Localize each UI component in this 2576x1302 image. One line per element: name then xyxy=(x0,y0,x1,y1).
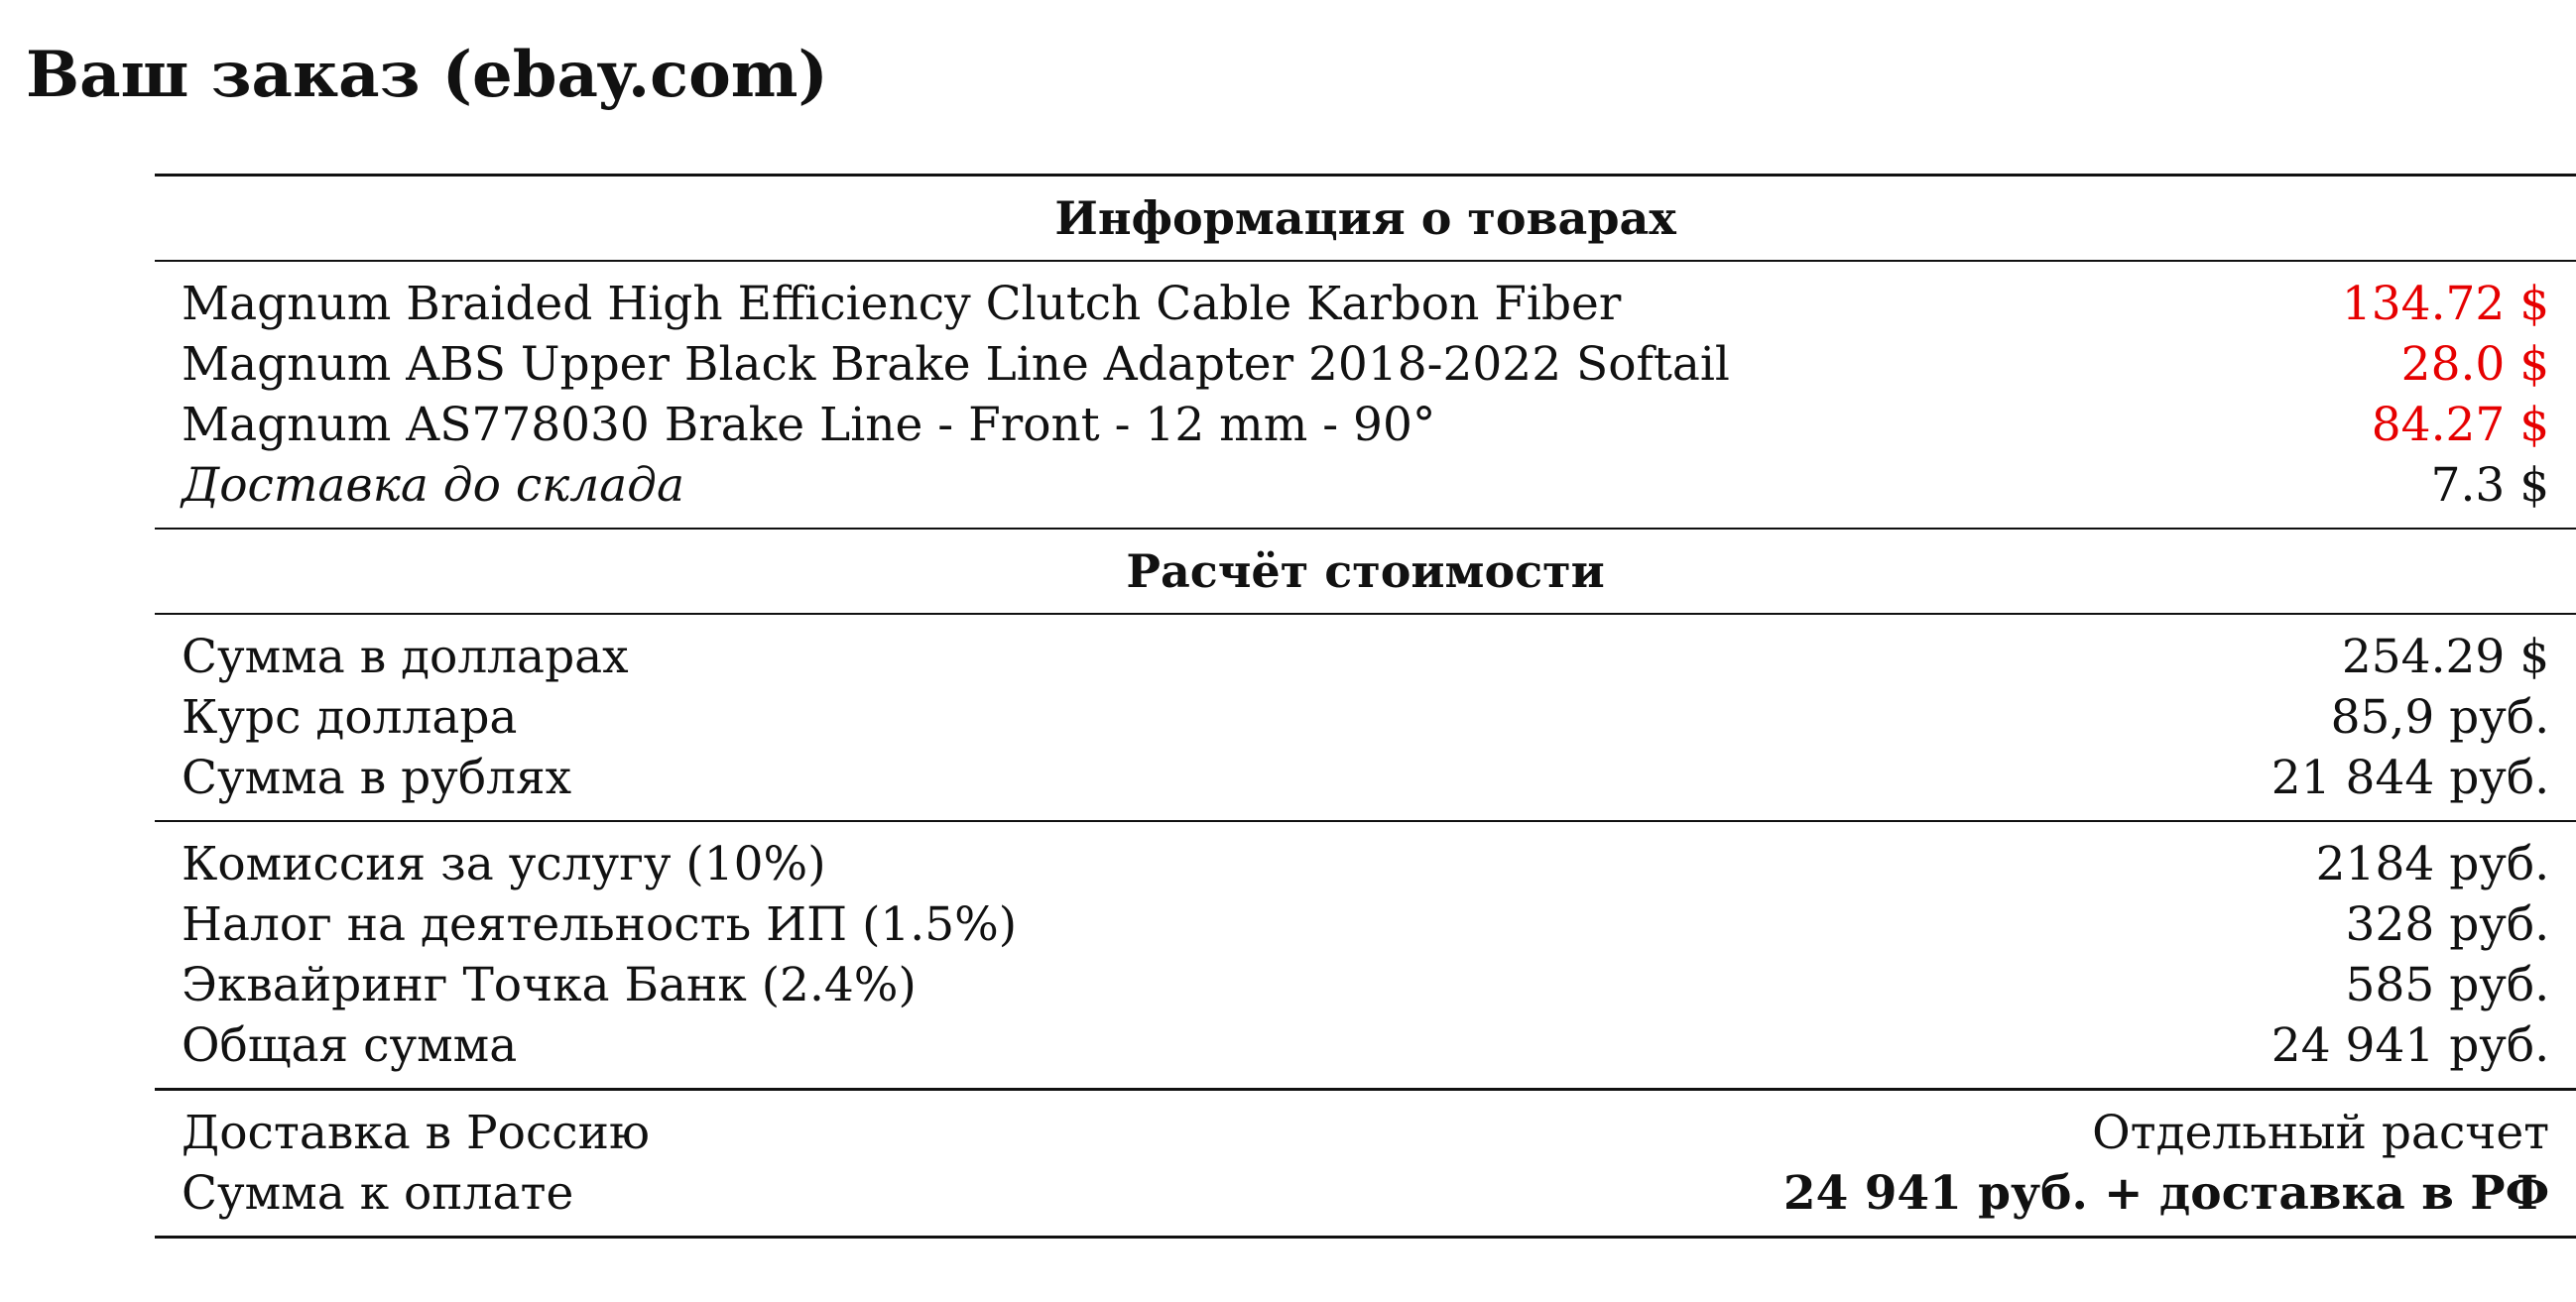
product-name: Magnum Braided High Efficiency Clutch Cable Karbon Fiber xyxy=(155,261,1757,334)
sum-usd-row xyxy=(155,614,2576,687)
total-value: 24 941 руб. xyxy=(2270,1018,2550,1073)
acquiring-row xyxy=(155,955,2576,1015)
rate-value: 85,9 руб. xyxy=(2330,690,2550,745)
shipping-to-warehouse-row xyxy=(155,455,2576,529)
to-pay-label: Сумма к оплате xyxy=(155,1163,1757,1238)
order-table xyxy=(155,174,2576,1239)
product-row xyxy=(155,395,2576,455)
product-name: Magnum ABS Upper Black Brake Line Adapter 2018-2022 Softail xyxy=(182,337,1730,392)
product-price: 134.72 $ xyxy=(1757,261,2576,334)
sum-rub-row xyxy=(155,748,2576,821)
sum-rub-value: 21 844 руб. xyxy=(2270,751,2550,805)
acquiring-value: 585 руб. xyxy=(2345,958,2550,1012)
to-pay-row xyxy=(155,1163,2576,1238)
product-row xyxy=(155,334,2576,395)
total-row xyxy=(155,1015,2576,1090)
shipping-to-warehouse-value: 7.3 $ xyxy=(2430,458,2550,513)
product-price: 84.27 $ xyxy=(2371,398,2550,452)
product-name: Magnum AS778030 Brake Line - Front - 12 mm - 90° xyxy=(182,398,1436,452)
page-title: Ваш заказ (ebay.com) xyxy=(26,38,828,112)
commission-value: 2184 руб. xyxy=(1757,821,2576,894)
total-label: Общая сумма xyxy=(182,1018,518,1073)
rate-row xyxy=(155,687,2576,748)
commission-label: Комиссия за услугу (10%) xyxy=(155,821,1757,894)
rate-label: Курс доллара xyxy=(182,690,518,745)
tax-value: 328 руб. xyxy=(2345,897,2550,952)
products-heading: Информация о товарах xyxy=(155,176,2576,262)
calculation-section-header xyxy=(155,529,2576,614)
tax-label: Налог на деятельность ИП (1.5%) xyxy=(182,897,1018,952)
acquiring-label: Эквайринг Точка Банк (2.4%) xyxy=(182,958,917,1012)
sum-usd-value: 254.29 $ xyxy=(1757,614,2576,687)
sum-rub-label: Сумма в рублях xyxy=(182,751,572,805)
product-row xyxy=(155,261,2576,334)
shipping-to-warehouse-label: Доставка до склада xyxy=(182,458,684,513)
tax-row xyxy=(155,894,2576,955)
delivery-russia-label: Доставка в Россию xyxy=(155,1090,1757,1164)
sum-usd-label: Сумма в долларах xyxy=(155,614,1757,687)
delivery-russia-row xyxy=(155,1090,2576,1164)
products-section-header xyxy=(155,176,2576,262)
to-pay-value: 24 941 руб. + доставка в РФ xyxy=(1757,1163,2576,1238)
commission-row xyxy=(155,821,2576,894)
product-price: 28.0 $ xyxy=(2400,337,2550,392)
calculation-heading: Расчёт стоимости xyxy=(155,529,2576,614)
delivery-russia-value: Отдельный расчет xyxy=(1757,1090,2576,1164)
